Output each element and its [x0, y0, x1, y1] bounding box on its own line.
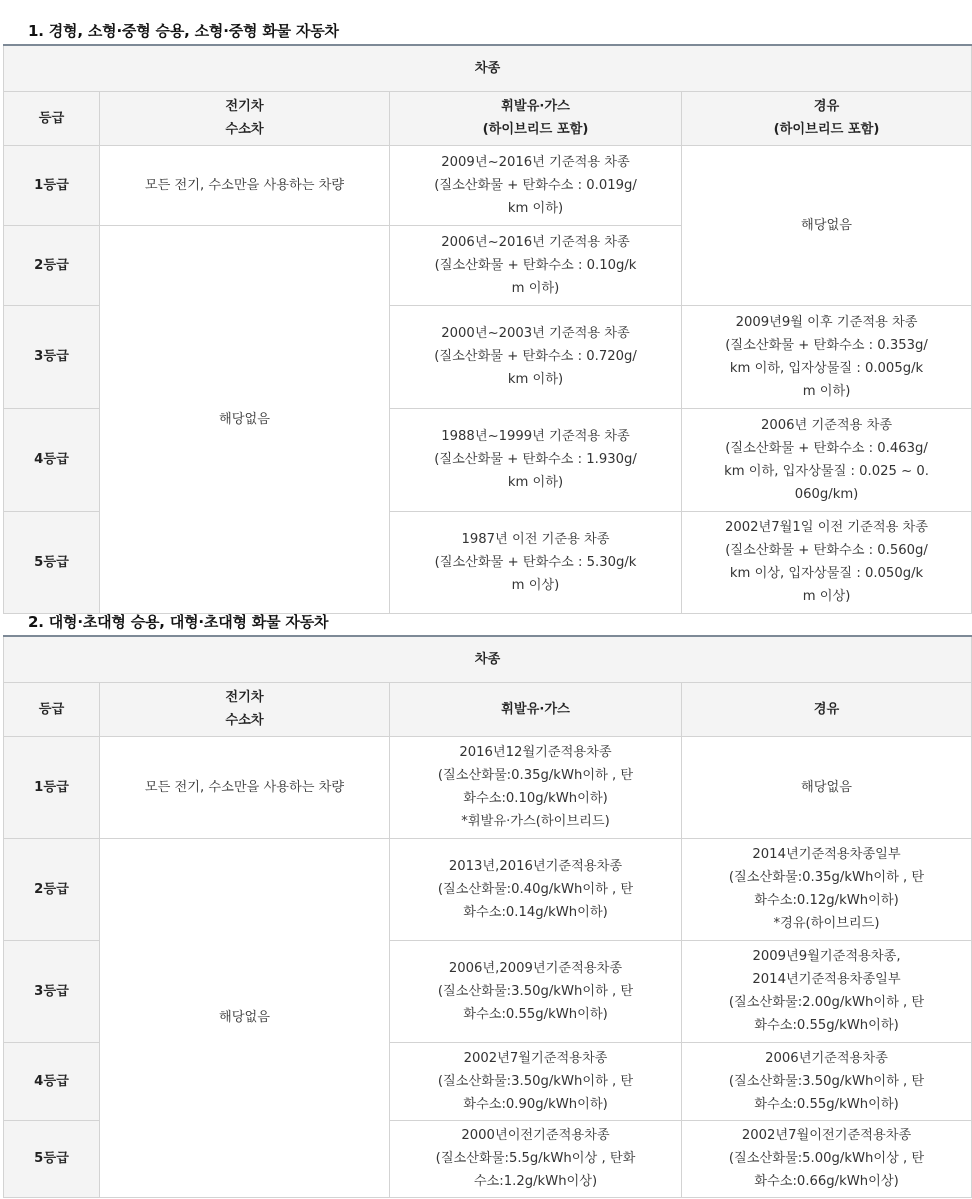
grade-label: 5등급	[4, 511, 100, 613]
section-2-table	[3, 635, 972, 1198]
ev-cell: 모든 전기, 수소만을 사용하는 차량	[100, 736, 390, 838]
ev-cell: 해당없음	[100, 838, 390, 1197]
ev-cell: 해당없음	[100, 225, 390, 613]
gasoline-cell: 2002년7월기준적용차종 (질소산화물:3.50g/kWh이하 , 탄 화수소:0.90g/kWh이하)	[390, 1042, 682, 1120]
diesel-cell: 2002년7월이전기준적용차종 (질소산화물:5.00g/kWh이상 , 탄 화수소:0.66g/kWh이상)	[682, 1120, 972, 1197]
header-grade: 등급	[4, 91, 100, 145]
ev-cell: 모든 전기, 수소만을 사용하는 차량	[100, 145, 390, 225]
diesel-cell: 2006년기준적용차종 (질소산화물:3.50g/kWh이하 , 탄 화수소:0.55g/kWh이하)	[682, 1042, 972, 1120]
header-ev: 전기차 수소차	[100, 682, 390, 736]
grade-label: 2등급	[4, 225, 100, 305]
header-diesel: 경유	[682, 682, 972, 736]
table-header-group-row	[4, 45, 972, 91]
diesel-cell: 해당없음	[682, 736, 972, 838]
diesel-cell: 2009년9월기준적용차종, 2014년기준적용차종일부 (질소산화물:2.00g/kWh이하 , 탄 화수소:0.55g/kWh이하)	[682, 940, 972, 1042]
table-header-row	[4, 91, 972, 145]
gasoline-cell: 2000년~2003년 기준적용 차종 (질소산화물 + 탄화수소 : 0.720g/ km 이하)	[390, 305, 682, 408]
grade-label: 4등급	[4, 408, 100, 511]
grade-label: 3등급	[4, 940, 100, 1042]
header-gasoline: 휘발유·가스	[390, 682, 682, 736]
grade-label: 2등급	[4, 838, 100, 940]
gasoline-cell: 1987년 이전 기준용 차종 (질소산화물 + 탄화수소 : 5.30g/k m 이상)	[390, 511, 682, 613]
grade-label: 5등급	[4, 1120, 100, 1197]
gasoline-cell: 2009년~2016년 기준적용 차종 (질소산화물 + 탄화수소 : 0.019g/ km 이하)	[390, 145, 682, 225]
diesel-cell: 2014년기준적용차종일부 (질소산화물:0.35g/kWh이하 , 탄 화수소:0.12g/kWh이하) *경유(하이브리드)	[682, 838, 972, 940]
diesel-cell: 2002년7월1일 이전 기준적용 차종 (질소산화물 + 탄화수소 : 0.560g/ km 이상, 입자상물질 : 0.050g/k m 이상)	[682, 511, 972, 613]
header-vehicle-type: 차종	[4, 636, 972, 682]
section-2-title: 2. 대형·초대형 승용, 대형·초대형 화물 자동차	[28, 613, 329, 631]
diesel-cell: 2009년9월 이후 기준적용 차종 (질소산화물 + 탄화수소 : 0.353g/ km 이하, 입자상물질 : 0.005g/k m 이하)	[682, 305, 972, 408]
diesel-cell: 2006년 기준적용 차종 (질소산화물 + 탄화수소 : 0.463g/ km 이하, 입자상물질 : 0.025 ~ 0. 060g/km)	[682, 408, 972, 511]
header-vehicle-type: 차종	[4, 45, 972, 91]
table-row	[4, 736, 972, 838]
header-ev: 전기차 수소차	[100, 91, 390, 145]
table-header-row	[4, 682, 972, 736]
gasoline-cell: 2006년~2016년 기준적용 차종 (질소산화물 + 탄화수소 : 0.10g/k m 이하)	[390, 225, 682, 305]
grade-label: 1등급	[4, 145, 100, 225]
gasoline-cell: 2016년12월기준적용차종 (질소산화물:0.35g/kWh이하 , 탄 화수소:0.10g/kWh이하) *휘발유·가스(하이브리드)	[390, 736, 682, 838]
table-row	[4, 838, 972, 940]
table-header-group-row	[4, 636, 972, 682]
section-1-title: 1. 경형, 소형·중형 승용, 소형·중형 화물 자동차	[28, 22, 339, 40]
grade-label: 3등급	[4, 305, 100, 408]
gasoline-cell: 2000년이전기준적용차종 (질소산화물:5.5g/kWh이상 , 탄화 수소:1.2g/kWh이상)	[390, 1120, 682, 1197]
section-1-table	[3, 44, 972, 614]
header-grade: 등급	[4, 682, 100, 736]
grade-label: 1등급	[4, 736, 100, 838]
grade-label: 4등급	[4, 1042, 100, 1120]
header-diesel: 경유 (하이브리드 포함)	[682, 91, 972, 145]
table-row	[4, 145, 972, 225]
gasoline-cell: 2013년,2016년기준적용차종 (질소산화물:0.40g/kWh이하 , 탄 화수소:0.14g/kWh이하)	[390, 838, 682, 940]
gasoline-cell: 2006년,2009년기준적용차종 (질소산화물:3.50g/kWh이하 , 탄 화수소:0.55g/kWh이하)	[390, 940, 682, 1042]
diesel-cell: 해당없음	[682, 145, 972, 305]
gasoline-cell: 1988년~1999년 기준적용 차종 (질소산화물 + 탄화수소 : 1.930g/ km 이하)	[390, 408, 682, 511]
header-gasoline: 휘발유·가스 (하이브리드 포함)	[390, 91, 682, 145]
